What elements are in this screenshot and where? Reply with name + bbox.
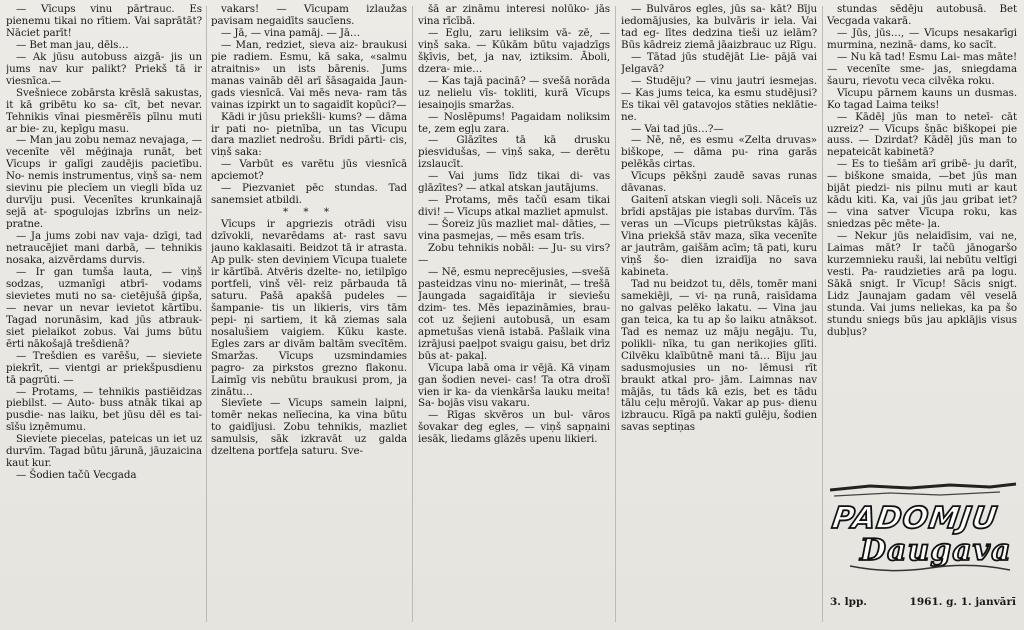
paragraph: Vīcupu pārnem kauns un dusmas. Ko tagad Laima teiks! <box>827 86 1017 111</box>
paragraph: — Vai jums līdz tikai di- vas glāzītes? — atkal atskan jautājums. <box>418 170 610 195</box>
paragraph: — Nekur jūs nelaidīsim, vai ne, Laimas māt? Ir tačū jānogaršo kurzemnieku rauši, lai nebūtu veltīgi vesti. Pa- raudzieties arā pa logu. Sākā snigt. Ir Vīcup! Sācis snigt. Lidz Jaunajam gadam vēl veselā stunda. Vai jums neliekas, ka pa šo stundu sniegs būs jau apklājis visus dubļus? <box>827 230 1017 338</box>
paragraph: — Eglu, zaru ieliksim vā- zē, — viņš saka. — Kūkām būtu vajadzīgs šķīvis, bet, ja nav, iztiksim. Āboli, dzera- mie… <box>418 26 610 75</box>
text-column-5 <box>827 4 1017 464</box>
masthead-subtitle-text: Daugava <box>860 533 1012 568</box>
paragraph: — Trešdien es varēšu, — sieviete piekrīt, — vientgi ar priekšpusdienu tā pagrūti. — <box>6 349 202 386</box>
paragraph: — Protams, — tehnikis pastiēidzas piebilst. — Auto- buss atnāk tikai ap pusdie- nas laiku, bet jūsu dēl es tai- sīšu izņēmumu. <box>6 385 202 434</box>
paragraph: Zobu tehnikis nobāl: — Ju- su virs?— <box>418 242 610 267</box>
paragraph: Vīcups pēkšņi zaudē savas runas dāvanas. <box>621 170 817 195</box>
paragraph: Gaitenī atskan viegli soļi. Nāceīs uz brīdi apstājas pie istabas durvīm. Tās veras un —Vīcups pietrūkstas kājās. Vina priekšā stāv maza, sīka vecenīte ar jautrām, gaišām acīm; tā pati, kuru viņš šo- dien izraidīja no sava kabineta. <box>621 194 817 278</box>
column-divider <box>206 6 207 622</box>
paragraph: — Nē, nē, es esmu «Zelta druvas» biškope, — dāma pu- rina garās pelēkās cirtas. <box>621 134 817 171</box>
paragraph: — Nē, esmu neprecējusies, —svešā pasteidzas vinu no- mierināt, — trešā Jaungada sagaidītāja ir sieviešu dzim- tes. Mēs iepazināmies, brau- cot uz šejieni autobusā, un esam apmetušas vienā istabā. Pašlaik vina izrājusi paeļpot svaigu gaisu, bet drīz būs at- pakaļ. <box>418 265 610 362</box>
paragraph: — Tātad jūs studējāt Lie- pājā vai Jelgavā? <box>621 50 817 75</box>
paragraph: Vīcupa labā oma ir vējā. Kā viņam gan šodien nevei- cas! Ta otra drošī vien ir ka- da vienkārša lauku meita! Sa- bojās visu vakaru. <box>418 361 610 410</box>
paragraph: — Varbūt es varētu jūs viesnīcā apciemot? <box>211 158 407 183</box>
paragraph: — Šodien tačū Vecgada <box>16 469 137 482</box>
paragraph: — Man, redziet, sieva aiz- braukusi pie radiem. Esmu, kā saka, «salmu atraitnis» un ists bārenis. Jums manas vaināb dēl arī šāsagaida Jaun- gads viesnīcā. Vai mēs neva- ram tās vainas izpirkt un to sagaidīt kopūci?— <box>211 38 407 111</box>
paragraph: — Vīcups vinu pārtrauc. Es pienemu tikai no rītiem. Vai saprātāt? Nāciet parīt! <box>6 4 202 39</box>
paragraph: — Glāzītes tā kā drusku piesvidušas, — viņš saka, — derētu izslaucīt. <box>418 134 610 171</box>
paragraph: — Ak jūsu autobuss aizgā- jis un jums nav kur palikt? Priekš tā ir viesnīca.— <box>6 50 202 87</box>
paragraph: Vīcups ir apgriezis otrādi visu dzīvokli, nevarēdams at- rast savu jauno kaklasaiti. Beidzot tā ir atrasta. Ap pulk- sten deviņiem Vīcupa tualete ir kārtībā. Atvēris dzelte- no, ietilpīgo portfeli, vinš vēl- reiz pārbauda tā saturu. Pašā apakšā pudeles — šampanie- tis un likieris, virs tām pepi- ņi sartiem, it kā ziemas sala nosalušiem vaigiem. Kūku kaste. Egles zars ar divām baltām svecītēm. Smaržas. Vīcups uzsmindamies pagro- za pirkstos grezno flakonu. Laimīg vis nebūtu braukusi prom, ja zinātu… <box>211 218 407 398</box>
paragraph: šā ar zināmu interesi nolūko- jās vina rīcībā. <box>418 4 610 27</box>
paragraph: vakars! — Vīcupam izlaužas pavisam negaidīts saucīens. <box>211 4 407 27</box>
paragraph: Sieviete piecelas, pateicas un iet uz durvīm. Tagad būtu jārunā, jāuzaicina kaut kur. <box>6 433 202 470</box>
text-column-2 <box>211 4 407 626</box>
paragraph: Svešniece zobārsta krēslā sakustas, it kā gribētu ko sa- cīt, bet nevar. Tehnikis vīnai piesmērēīs pīlnu muti ar bie- zu, kepīgu masu. <box>6 86 202 135</box>
paragraph: — Kas tajā pacinā? — svešā norāda uz nelielu vīs- tokliti, kurā Vīcups iesaiņojis smaržas. <box>418 74 610 111</box>
paragraph: — Ja jums zobi nav vaja- dzīgi, tad netraucējiet mani darbā, — tehnikis nosaka, aizvērdams durvis. <box>6 230 202 267</box>
paragraph: — Nu kā tad! Esmu Lai- mas māte! — vecenīte sme- jas, sniegdama šauru, rievotu veca cilvēka roku. <box>827 50 1017 87</box>
paragraph: — Studēju? — vinu jautri iesmejas. — Kas jums teica, ka esmu studējusi? Es tikai vēl gatavojos stāties neklātie- ne. <box>621 74 817 123</box>
issue-date: 1961. g. 1. janvārī <box>909 596 1016 608</box>
text-column-4 <box>621 4 817 626</box>
paragraph: — Jā, — vina pamāj. — Jā… <box>221 26 361 39</box>
paragraph: — Es to tiešām arī gribē- ju darīt, — biškone smaida, —bet jūs man bijāt piedzi- nis pilnu muti ar kaut kādu kiti. Ka, vai jūs jau gribat iet? — vina satver Vīcupa roku, kas sniedzas pēc mēte- ļa. <box>827 158 1017 231</box>
text-column-1 <box>6 4 202 626</box>
paragraph: Kādi ir jūsu priekšli- kums? — dāma ir pati no- pietnība, un tas Vīcupu dara mazliet nedrošu. Brīdi pārti- cis, viņš saka: <box>211 110 407 159</box>
paragraph: stundas sēdēju autobusā. Bet Vecgada vakarā. <box>827 4 1017 27</box>
paragraph: — Šoreiz jūs mazliet mal- dāties, — vina pasmejas, — mēs esam trīs. <box>418 218 610 243</box>
paragraph: — Rīgas skvēros un bul- vāros šovakar deg egles, — viņš sapņaini iesāk, liedams glāzēs upenu likieri. <box>418 409 610 446</box>
column-divider <box>615 6 616 622</box>
text-column-3 <box>418 4 610 626</box>
paragraph: Sievīete — Vīcups samein laipni, tomēr nekas nelīecina, ka vina būtu to gaidījusi. Zobu tehnikis, mazliet samulsis, sāk izkravāt uz galda dzeltena portfeļa saturu. Sve- <box>211 397 407 458</box>
paragraph: — Bet man jau, dēls… <box>16 38 129 51</box>
paragraph: — Bulvāros egles, jūs sa- kāt? Bīju iedomājusies, ka bulvāris ir iela. Vai tad eg- lītes dedzina tieši uz ielām? Būs kādreiz ziemā jāaizbrauc uz Rīgu. <box>621 4 817 51</box>
paragraph: — Protams, mēs tačū esam tikai divi! — Vīcups atkal mazliet apmulst. <box>418 194 610 219</box>
page-number: 3. lpp. <box>830 596 867 608</box>
newspaper-masthead-logo <box>830 478 1018 578</box>
column-divider <box>412 6 413 622</box>
paragraph: — Kādēļ jūs man to neteī- cāt uzreiz? — Vīcups šņāc biškopei pie auss. — Dzirdat? Kādēļ jūs man to nepateicāt kabinetā? <box>827 110 1017 159</box>
paragraph: — Vai tad jūs…?— <box>631 122 724 135</box>
paragraph: Tad nu beidzot tu, dēls, tomēr mani samekiēji, — vi- ņa runā, raisīdama no galvas pelēko lakatu. — Vina jau gan teica, ka tu ap šo laiku atnāksot. Tad es nemaz uz māju negāju. Tu, polikli- nīka, tu gan nerikojies glīti. Cilvēku klaībūtnē mani tā… Bīju jau sadusmojusies un no- lēmusi rīt braukt atkal pro- jām. Laimnas nav mājās, tu tāds kā ezis, bet es tādu tālu ceļu mērojū. Vakar ap pus- dienu izbraucu. Rīgā pa naktī gulēju, šodien savas septiņas <box>621 277 817 434</box>
paragraph: — Man jau zobu nemaz nevajaga, — vecenīte vēl mēģinaja runāt, bet Vīcups ir galīgi zaudējis pacietību. No- nemis instrumentus, viņš sa- nem sievinu pie plecīem un viegli bīda uz durvīju pusi. Vecenītes krunkainajā sejā at- spogulojas izbrīns un neiz- pratne. <box>6 134 202 231</box>
paragraph: * * * <box>283 206 335 219</box>
masthead-logo-graphic <box>830 478 1018 578</box>
paragraph: — Ir gan tumša lauta, — viņš sodzas, uzmanīgi atbrī- vodams sievietes muti no sa- cietējušā ģipša, — nevar un nevar ievietot kārtību. Tagad norunāsim, kad jūs atbrauk- siet pielaikot zobus. Vai jums būtu ērti nākošajā trešdienā? <box>6 265 202 350</box>
column-divider <box>822 6 823 622</box>
page-footer <box>830 596 1016 608</box>
paragraph: — Piezvaniet pēc stundas. Tad sanemsiet atbildi. <box>211 182 407 207</box>
paragraph: — Jūs, jūs…, — Vīcups nesakarīgi murmina, nezinā- dams, ko sacīt. <box>827 26 1017 51</box>
masthead-title-text: PADOMJU <box>830 501 1000 536</box>
paragraph: — Noslēpums! Pagaidam noliksim te, zem egļu zara. <box>418 110 610 135</box>
